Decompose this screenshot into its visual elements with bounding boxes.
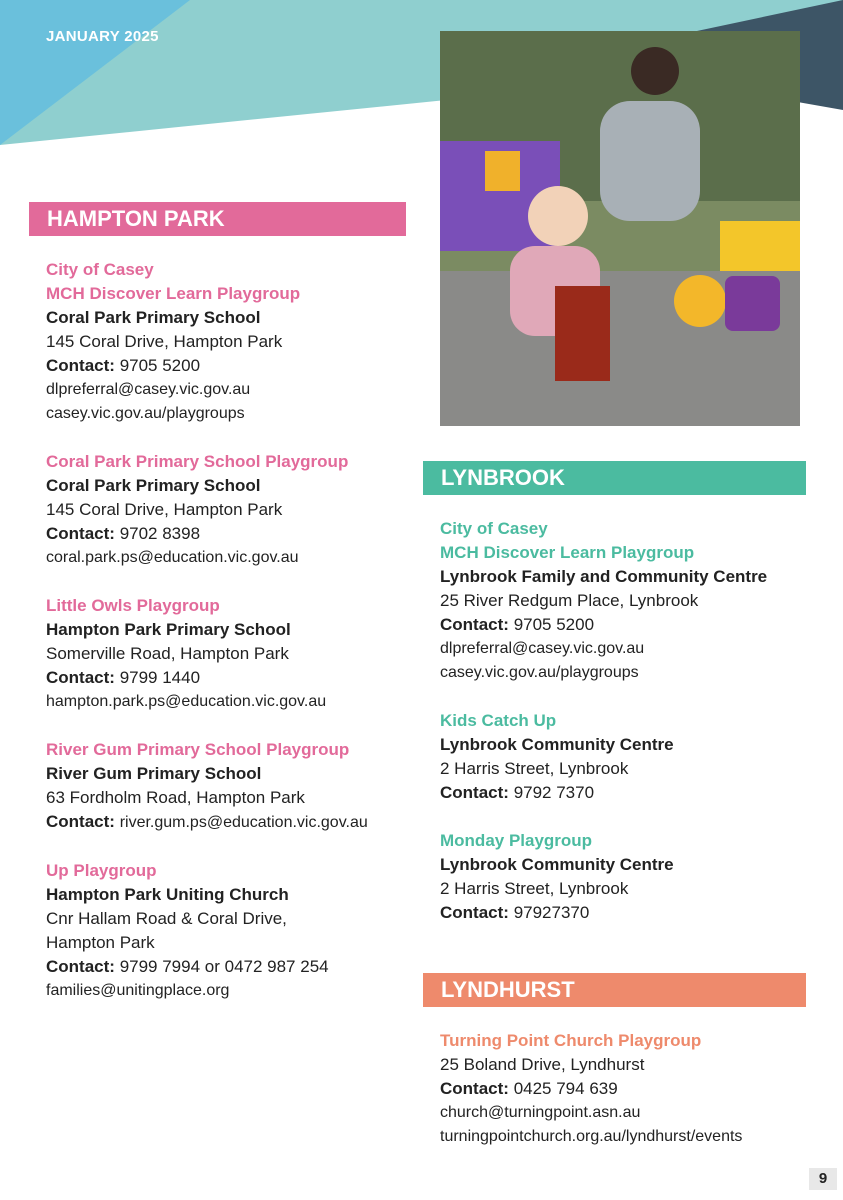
contact-value: 0425 794 639	[513, 1079, 618, 1098]
entry-address: 63 Fordholm Road, Hampton Park	[46, 788, 305, 807]
entry-email[interactable]: dlpreferral@casey.vic.gov.au	[440, 640, 645, 657]
contact-label: Contact:	[46, 668, 115, 687]
entry-contact	[440, 781, 830, 805]
section-heading-hampton-park: HAMPTON PARK	[29, 202, 406, 236]
entry-email[interactable]: dlpreferral@casey.vic.gov.au	[46, 381, 251, 398]
contact-label: Contact:	[46, 812, 115, 831]
entry-address: Cnr Hallam Road & Coral Drive,	[46, 909, 287, 928]
contact-value: 9799 1440	[119, 668, 201, 687]
entry-address: Somerville Road, Hampton Park	[46, 644, 289, 663]
entry-contact	[440, 613, 830, 637]
entry-contact	[46, 354, 426, 378]
lyndhurst-listings	[440, 1029, 830, 1173]
entry-title: River Gum Primary School Playgroup	[46, 740, 350, 759]
entry-venue: Lynbrook Family and Community Centre	[440, 567, 768, 586]
issue-date: JANUARY 2025	[46, 28, 159, 45]
entry-title: Kids Catch Up	[440, 711, 557, 730]
entry-website[interactable]: casey.vic.gov.au/playgroups	[440, 664, 639, 681]
listing-entry	[440, 517, 830, 685]
listing-entry	[46, 738, 426, 835]
contact-label: Contact:	[440, 1079, 509, 1098]
entry-title: MCH Discover Learn Playgroup	[46, 284, 301, 303]
entry-contact	[46, 522, 426, 546]
entry-title: Coral Park Primary School Playgroup	[46, 452, 349, 471]
entry-website[interactable]: turningpointchurch.org.au/lyndhurst/events	[440, 1128, 743, 1145]
entry-email[interactable]: families@unitingplace.org	[46, 982, 230, 999]
entry-title: MCH Discover Learn Playgroup	[440, 543, 695, 562]
contact-value: 9705 5200	[513, 615, 595, 634]
entry-venue: Hampton Park Primary School	[46, 620, 291, 639]
listing-entry	[440, 709, 830, 805]
listing-entry	[440, 829, 830, 925]
entry-address: 145 Coral Drive, Hampton Park	[46, 332, 283, 351]
listing-entry	[46, 258, 426, 426]
entry-email[interactable]: hampton.park.ps@education.vic.gov.au	[46, 693, 327, 710]
entry-email[interactable]: coral.park.ps@education.vic.gov.au	[46, 549, 299, 566]
listing-entry	[46, 594, 426, 714]
entry-address: 145 Coral Drive, Hampton Park	[46, 500, 283, 519]
lynbrook-listings	[440, 517, 830, 949]
entry-email[interactable]: church@turningpoint.asn.au	[440, 1104, 641, 1121]
section-heading-lyndhurst: LYNDHURST	[423, 973, 806, 1007]
page-number: 9	[809, 1168, 837, 1190]
listing-entry	[46, 450, 426, 570]
entry-title: Up Playgroup	[46, 861, 157, 880]
contact-value: 97927370	[513, 903, 590, 922]
entry-website[interactable]: casey.vic.gov.au/playgroups	[46, 405, 245, 422]
contact-label: Contact:	[46, 356, 115, 375]
contact-label: Contact:	[440, 615, 509, 634]
contact-label: Contact:	[46, 524, 115, 543]
section-heading-lynbrook: LYNBROOK	[423, 461, 806, 495]
entry-venue: Coral Park Primary School	[46, 308, 261, 327]
entry-venue: Lynbrook Community Centre	[440, 735, 674, 754]
contact-label: Contact:	[440, 783, 509, 802]
contact-label: Contact:	[46, 957, 115, 976]
entry-contact	[440, 1077, 830, 1101]
entry-title: City of Casey	[46, 260, 154, 279]
entry-venue: Coral Park Primary School	[46, 476, 261, 495]
listing-entry	[46, 859, 426, 1003]
entry-contact	[46, 955, 426, 979]
contact-value: 9705 5200	[119, 356, 201, 375]
listing-entry	[440, 1029, 830, 1149]
contact-value: 9702 8398	[119, 524, 201, 543]
entry-contact	[46, 810, 426, 835]
entry-contact	[46, 666, 426, 690]
entry-venue: Hampton Park Uniting Church	[46, 885, 289, 904]
hampton-park-listings	[46, 258, 426, 1027]
entry-address: 2 Harris Street, Lynbrook	[440, 879, 629, 898]
entry-address: 2 Harris Street, Lynbrook	[440, 759, 629, 778]
entry-venue: Lynbrook Community Centre	[440, 855, 674, 874]
entry-title: Little Owls Playgroup	[46, 596, 220, 615]
entry-title: City of Casey	[440, 519, 548, 538]
contact-label: Contact:	[440, 903, 509, 922]
contact-value: 9799 7994 or 0472 987 254	[119, 957, 329, 976]
playgroup-photo	[440, 31, 800, 426]
entry-address: 25 Boland Drive, Lyndhurst	[440, 1055, 645, 1074]
entry-title: Turning Point Church Playgroup	[440, 1031, 702, 1050]
entry-title: Monday Playgroup	[440, 831, 593, 850]
contact-email[interactable]: river.gum.ps@education.vic.gov.au	[119, 814, 368, 831]
entry-address: 25 River Redgum Place, Lynbrook	[440, 591, 699, 610]
entry-contact	[440, 901, 830, 925]
entry-address: Hampton Park	[46, 933, 155, 952]
contact-value: 9792 7370	[513, 783, 595, 802]
entry-venue: River Gum Primary School	[46, 764, 262, 783]
